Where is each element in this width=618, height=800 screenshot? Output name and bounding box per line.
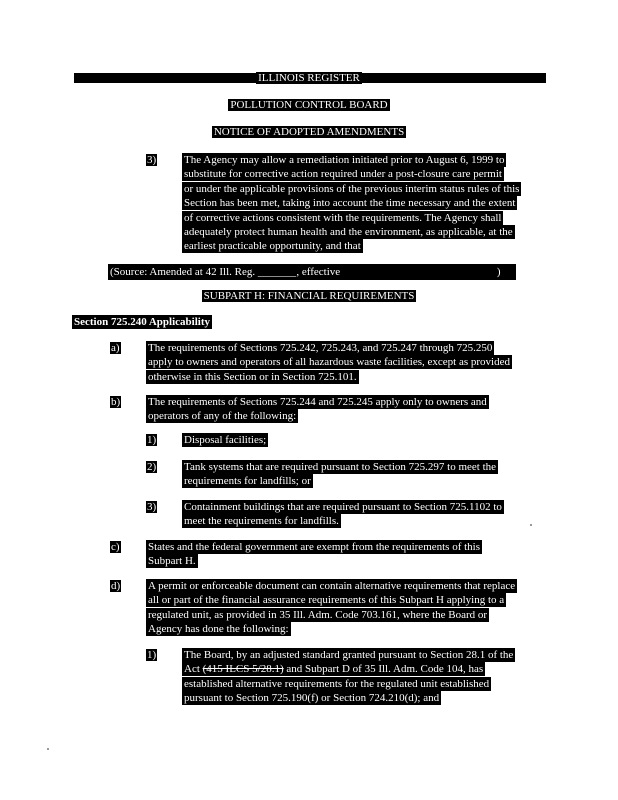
- board-title: POLLUTION CONTROL BOARD: [230, 99, 388, 111]
- item-c-label: c): [111, 541, 120, 553]
- register-title: ILLINOIS REGISTER: [258, 72, 360, 84]
- item-b3-text: Containment buildings that are required pursuant to Section 725.1102 to meet the requirements for landfills.: [184, 501, 502, 528]
- item-b-label: b): [111, 396, 121, 408]
- item-b1-text: Disposal facilities;: [184, 434, 267, 446]
- scan-speck: [47, 748, 49, 750]
- item-a-text: The requirements of Sections 725.242, 725.243, and 725.247 through 725.250 apply to owners and operators of all hazardous waste facilities, except as provided otherwise in this Section or in Section 725.101.: [148, 342, 510, 383]
- item-d1-text: The Board, by an adjusted standard granted pursuant to Section 28.1 of the Act (415 ILCS 5/28.1) and Subpart D of 35 Ill. Adm. Code 104, has established alternative requirements for the regulated unit established pursuant to Section 725.190(f) or Section 724.210(d); and: [184, 649, 514, 705]
- para-3-label: 3): [147, 154, 157, 166]
- item-a-label: a): [111, 342, 120, 354]
- item-b2-label: 2): [147, 461, 157, 473]
- item-b1-label: 1): [147, 434, 157, 446]
- item-d-text: A permit or enforceable document can contain alternative requirements that replace all or part of the financial assurance requirements of this Subpart H applying to a regulated unit, as provided in 35 Ill. Adm. Code 703.161, where the Board or Agency has done the following:: [148, 580, 516, 636]
- notice-title: NOTICE OF ADOPTED AMENDMENTS: [213, 126, 405, 138]
- item-b2-text: Tank systems that are required pursuant to Section 725.297 to meet the requirements for landfills; or: [184, 461, 497, 488]
- section-title: Section 725.240 Applicability: [74, 316, 210, 328]
- item-d1-label: 1): [147, 649, 157, 661]
- item-b-text: The requirements of Sections 725.244 and 725.245 apply only to owners and operators of any of the following:: [148, 396, 487, 423]
- item-b3-label: 3): [147, 501, 157, 513]
- scan-speck: [530, 524, 532, 526]
- para-3-text: The Agency may allow a remediation initiated prior to August 6, 1999 to substitute for corrective action required under a post-closure care permit or under the applicable provisions of the previous interim status rules of this Section has been met, taking into account the time necessary and the extent of corrective actions consistent with the requirements. The Agency shall adequately protect human health and the environment, as applicable, at the earliest practicable opportunity, and that: [184, 154, 520, 253]
- item-c-text: States and the federal government are exempt from the requirements of this Subpart H.: [148, 541, 481, 568]
- item-d-label: d): [111, 580, 121, 592]
- subpart-title: SUBPART H: FINANCIAL REQUIREMENTS: [203, 290, 415, 302]
- source-note: (Source: Amended at 42 Ill. Reg. _______, effective ): [108, 264, 518, 280]
